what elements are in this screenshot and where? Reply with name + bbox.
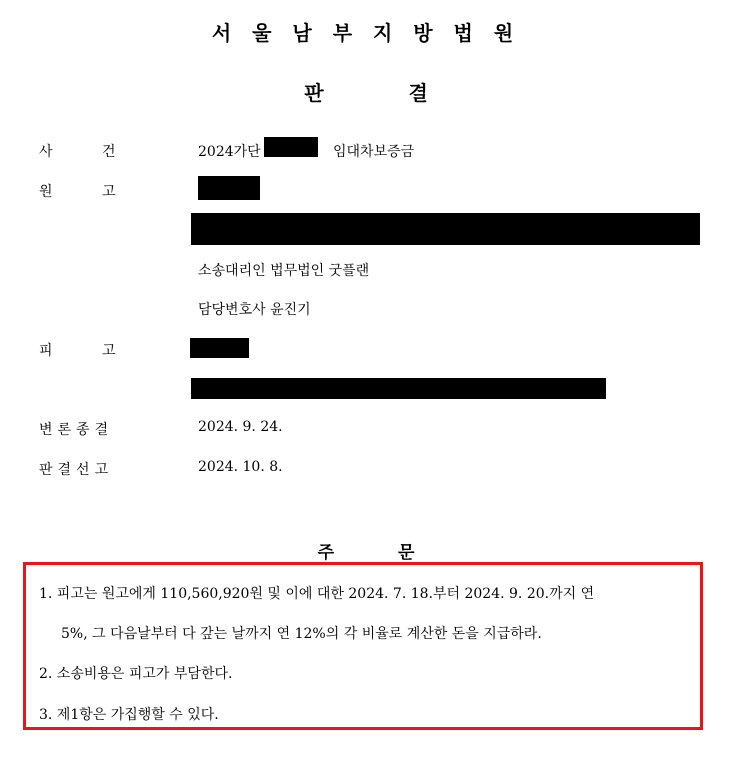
closing-date: 2024. 9. 24.	[198, 419, 283, 435]
order-title: 주 문	[317, 543, 415, 563]
redaction-plaintiff-address	[191, 213, 700, 245]
defendant-label: 피 고	[39, 343, 116, 359]
order-item-1-line-1: 1. 피고는 원고에게 110,560,920원 및 이에 대한 2024. 7. 18.부터 2024. 9. 20.까지 연	[39, 586, 595, 602]
redaction-case-number	[264, 137, 318, 157]
order-item-1-line-2: 5%, 그 다음날부터 다 갚는 날까지 연 12%의 각 비율로 계산한 돈을 지급하라.	[61, 626, 542, 642]
case-name: 임대차보증금	[333, 144, 415, 160]
lawyer-line: 담당변호사 윤진기	[198, 302, 311, 318]
order-item-3: 3. 제1항은 가집행할 수 있다.	[39, 707, 219, 723]
case-label: 사 건	[39, 144, 116, 160]
ruling-label: 판결선고	[39, 462, 114, 478]
redaction-plaintiff-name	[198, 176, 260, 200]
case-number-prefix: 2024가단	[198, 144, 261, 160]
ruling-date: 2024. 10. 8.	[198, 459, 283, 475]
closing-label: 변론종결	[39, 422, 114, 438]
court-name: 서 울 남 부 지 방 법 원	[211, 21, 521, 45]
plaintiff-label: 원 고	[39, 184, 116, 200]
order-item-2: 2. 소송비용은 피고가 부담한다.	[39, 666, 233, 682]
document-title: 판 결	[304, 81, 428, 105]
attorney-line: 소송대리인 법무법인 굿플랜	[198, 263, 370, 279]
redaction-defendant-name	[190, 338, 249, 358]
redaction-defendant-address	[191, 378, 606, 399]
